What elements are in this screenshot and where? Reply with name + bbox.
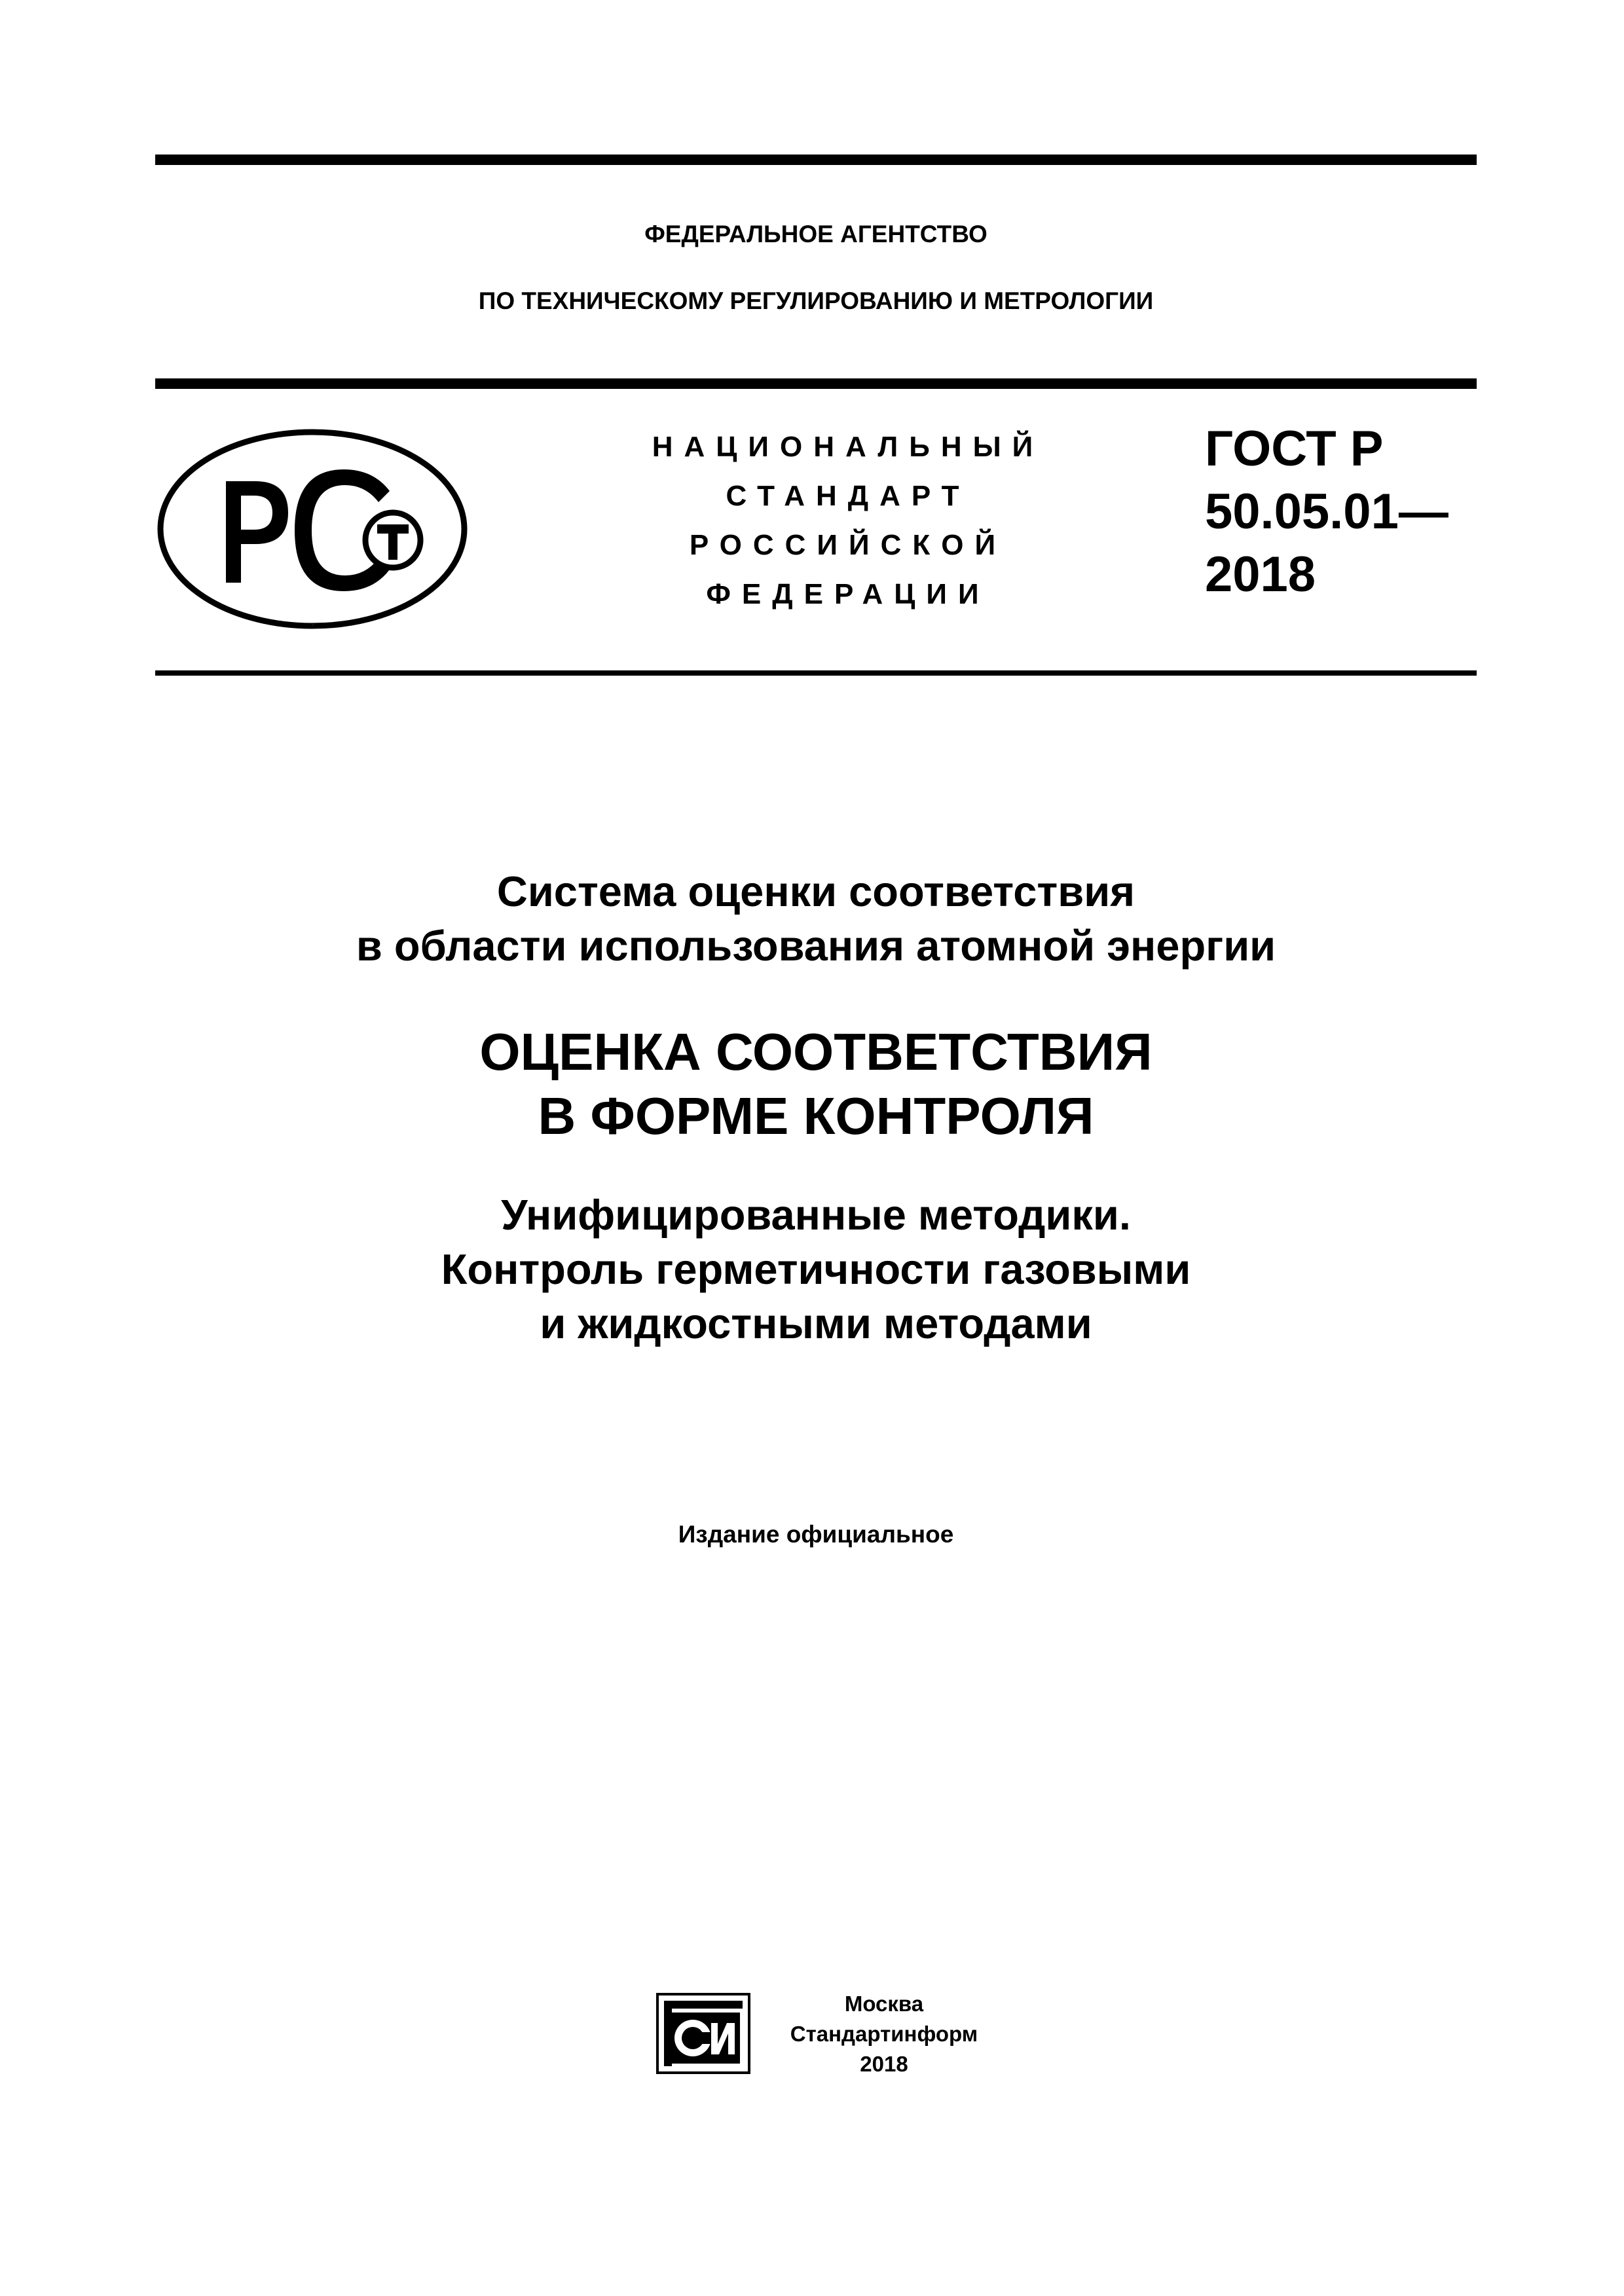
title-block bbox=[155, 864, 1477, 1351]
main-title-line-2: В ФОРМЕ КОНТРОЛЯ bbox=[538, 1087, 1094, 1145]
standartinform-logo-icon bbox=[655, 1992, 752, 2075]
top-rule bbox=[155, 155, 1477, 165]
standard-number-line-2: 50.05.01— bbox=[1205, 484, 1449, 539]
standard-type-line-2: СТАНДАРТ bbox=[726, 480, 970, 512]
standard-type-block bbox=[593, 422, 1103, 619]
standard-type-line-4: ФЕДЕРАЦИИ bbox=[706, 578, 990, 610]
main-title-line-1: ОЦЕНКА СООТВЕТСТВИЯ bbox=[479, 1023, 1153, 1081]
gost-r-logo-icon bbox=[157, 429, 468, 630]
subtitle-line-1: Унифицированные методики. bbox=[501, 1191, 1131, 1239]
edition-label: Издание официальное bbox=[678, 1521, 954, 1548]
gost-r-logo-text: РСТ bbox=[312, 625, 314, 626]
subtitle-line-3: и жидкостными методами bbox=[540, 1300, 1092, 1347]
standard-number-block bbox=[1205, 418, 1480, 606]
standard-type-line-3: РОССИЙСКОЙ bbox=[689, 529, 1007, 561]
agency-name-line-2: ПО ТЕХНИЧЕСКОМУ РЕГУЛИРОВАНИЮ И МЕТРОЛОГИИ bbox=[478, 287, 1154, 314]
system-title-line-2: в области использования атомной энергии bbox=[356, 922, 1276, 970]
subtitle-line-2: Контроль герметичности газовыми bbox=[441, 1245, 1191, 1293]
publication-year: 2018 bbox=[860, 2052, 908, 2076]
subtitle bbox=[155, 1188, 1477, 1351]
system-title-line-1: Система оценки соответствия bbox=[496, 867, 1135, 915]
bottom-rule bbox=[155, 670, 1477, 676]
standard-number-line-1: ГОСТ Р bbox=[1205, 421, 1384, 477]
agency-name-line-1: ФЕДЕРАЛЬНОЕ АГЕНТСТВО bbox=[644, 221, 987, 247]
publisher-name: Стандартинформ bbox=[790, 2022, 978, 2046]
main-title bbox=[155, 1020, 1477, 1148]
standard-type-line-1: НАЦИОНАЛЬНЫЙ bbox=[652, 431, 1044, 463]
standard-number-line-3: 2018 bbox=[1205, 547, 1316, 602]
publisher-city: Москва bbox=[844, 1992, 924, 2016]
system-title bbox=[155, 864, 1477, 973]
middle-rule bbox=[155, 378, 1477, 389]
publisher-imprint bbox=[773, 1989, 995, 2079]
